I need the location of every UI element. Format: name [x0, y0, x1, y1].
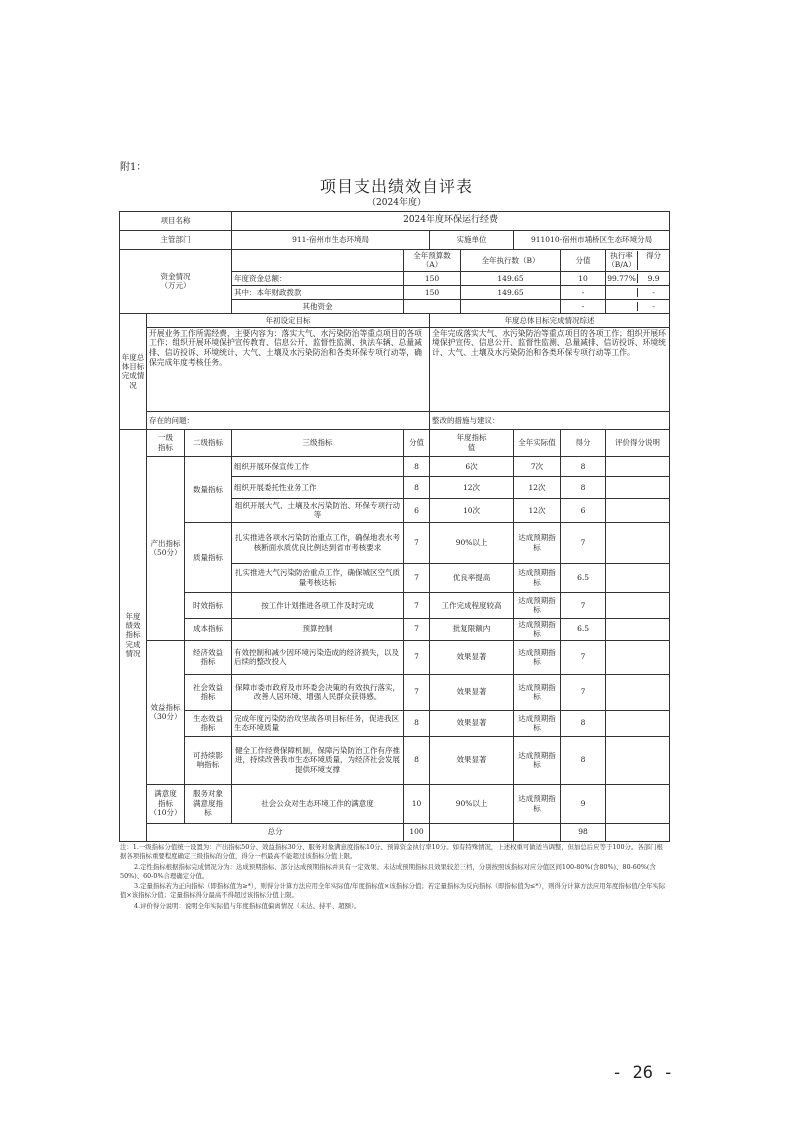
indicator-score: 10	[404, 784, 430, 823]
footnote: 3.定量指标若为正向指标（即指标值为≥*），则得分计算方法应用全年实际值/年度指标值×该指标分值；若定量指标为反向指标（即指标值为≤*），则得分计算方法应用年度指标值/全年实际值×该指标分值；定量指标得分最高不得超过该指标分值上限。	[120, 882, 666, 900]
indicator-actual: 达成预期指标	[514, 640, 561, 674]
perf-col-score: 分值	[404, 429, 430, 456]
group-economic: 经济效益 指标	[185, 640, 232, 674]
indicator-actual: 12次	[514, 498, 561, 522]
perf-col-l2: 二级指标	[185, 429, 232, 456]
funds-col-rate: 执行率 （B/A）	[606, 251, 638, 270]
indicator-name: 组织开展环保宣传工作	[232, 456, 404, 476]
indicator-score: 7	[404, 563, 430, 592]
funds-row-rate: 99.77%	[606, 274, 638, 283]
group-cost: 成本指标	[185, 618, 232, 640]
indicator-target: 批复限额内	[430, 618, 514, 640]
funds-row-exec	[461, 299, 561, 313]
indicator-score: 7	[404, 522, 430, 563]
indicator-comment	[606, 710, 670, 736]
indicator-got: 8	[561, 456, 606, 476]
goals-target-text: 开展业务工作所需经费，主要内容为：落实大气、水污染防治等重点项目的各项工作；组织开展环境保护宣传教育、信息公开、监督性监测、执法车辆、总量减排、信访投诉、环境统计、大气、土壤及水污染防治和各类环保专项行动等，确保完成年度考核任务。	[147, 327, 430, 411]
perf-col-target: 年度指标 值	[430, 429, 514, 456]
indicator-got: 9	[561, 784, 606, 823]
indicator-got: 7	[561, 674, 606, 710]
indicator-got: 6.5	[561, 618, 606, 640]
benefit-label: 效益指标（30分）	[147, 640, 185, 784]
funds-row-exec: 149.65	[461, 271, 561, 285]
indicator-target: 90%以上	[430, 522, 514, 563]
indicator-actual: 达成预期指标	[514, 674, 561, 710]
indicator-got: 7	[561, 640, 606, 674]
indicator-score: 7	[404, 674, 430, 710]
indicator-name: 预算控制	[232, 618, 404, 640]
indicator-target: 12次	[430, 476, 514, 498]
funds-row-rate	[606, 288, 638, 297]
indicator-actual: 达成预期指标	[514, 618, 561, 640]
indicator-name: 有效控制和减少因环境污染造成的经济损失，以及后续的整改投入	[232, 640, 404, 674]
perf-col-l3: 三级指标	[232, 429, 404, 456]
evaluation-table	[119, 211, 670, 842]
dept-value: 911-宿州市生态环境局	[232, 231, 430, 250]
funds-row-got: -	[652, 287, 655, 297]
indicator-comment	[606, 784, 670, 823]
group-satisfaction: 服务对象 满意度指 标	[185, 784, 232, 823]
perf-col-got: 得分	[561, 429, 606, 456]
perf-col-l1: 一级 指标	[147, 429, 185, 456]
indicator-comment	[606, 640, 670, 674]
funds-label: 资金情况 （万元）	[120, 250, 232, 314]
indicator-comment	[606, 522, 670, 563]
funds-row-name: 其中：本年财政拨款	[232, 285, 404, 299]
indicator-got: 8	[561, 476, 606, 498]
output-label: 产出指标（50分）	[147, 456, 185, 640]
funds-row-budget	[404, 299, 461, 313]
funds-row-budget: 150	[404, 271, 461, 285]
footnote: 2.定性指标根据指标完成情况分为：达成预期指标、部分达成预期指标并具有一定效果、未达成预期指标且效果较差三档，分别按照该指标对应分值区间100-80%(含80%)、80-60%(含50%)、60-0%合理确定分值。	[120, 862, 656, 880]
funds-row-rate-got	[606, 299, 670, 313]
indicator-score: 7	[404, 618, 430, 640]
indicator-actual: 达成预期指标	[514, 522, 561, 563]
page-number: - 26 -	[612, 1063, 674, 1083]
indicator-name: 健全工作经费保障机制，保障污染防治工作有序推进，持续改善我市生态环境质量，为经济社会发展提供环境支撑	[232, 736, 404, 784]
funds-row-score: 10	[561, 271, 606, 285]
indicator-comment	[606, 618, 670, 640]
indicator-score: 8	[404, 456, 430, 476]
footnote: 4.评价得分说明：说明全年实际值与年度指标值偏离情况（未达、持平、超额）。	[134, 901, 361, 910]
indicator-target: 6次	[430, 456, 514, 476]
total-comment-blank	[606, 823, 670, 841]
funds-row-rate-got	[606, 271, 670, 285]
indicator-target: 90%以上	[430, 784, 514, 823]
indicator-target: 效果显著	[430, 640, 514, 674]
annex-label: 附1：	[120, 162, 147, 173]
indicator-comment	[606, 476, 670, 498]
indicator-actual: 达成预期指标	[514, 592, 561, 618]
indicator-target: 效果显著	[430, 710, 514, 736]
indicator-name: 完成年度污染防治攻坚战各项目标任务，促进我区生态环境质量	[232, 710, 404, 736]
total-label: 总分	[147, 823, 404, 841]
indicator-score: 8	[404, 736, 430, 784]
indicator-name: 保障市委市政府及市环委会决策的有效执行落实，改善人居环境、增强人民群众获得感。	[232, 674, 404, 710]
goals-col-result: 年度总体目标完成情况综述	[430, 313, 670, 327]
indicator-got: 6	[561, 498, 606, 522]
funds-row-got: 9.9	[647, 273, 660, 283]
group-quality: 质量指标	[185, 522, 232, 592]
indicator-actual: 达成预期指标	[514, 736, 561, 784]
indicator-score: 7	[404, 592, 430, 618]
funds-row-name: 其他资金	[232, 299, 404, 313]
indicator-comment	[606, 563, 670, 592]
goals-col-target: 年初设定目标	[147, 313, 430, 327]
indicator-score: 8	[404, 476, 430, 498]
page-title: 项目支出绩效自评表	[319, 177, 473, 196]
funds-col-score: 分值	[561, 250, 606, 272]
year-label: （2024年度）	[367, 198, 426, 208]
indicator-score: 7	[404, 640, 430, 674]
indicator-got: 8	[561, 736, 606, 784]
footnote: 注：1.一级指标分值统一设置为：产出指标50分、效益指标30分、服务对象满意度指标10分、预算资金执行率10分。如有特殊情况，上述权重可做适当调整，但加总后应等于100分。各部门根据各项指标重要程度确定三级指标的分值，得分一档最高不能超过该指标分值上限。	[120, 843, 663, 861]
indicator-actual: 达成预期指标	[514, 784, 561, 823]
funds-row-got: -	[652, 301, 655, 311]
indicator-target: 工作完成程度较高	[430, 592, 514, 618]
indicator-comment	[606, 592, 670, 618]
total-target-blank	[430, 823, 514, 841]
indicator-score: 6	[404, 498, 430, 522]
funds-row-score: -	[561, 285, 606, 299]
group-quantity: 数量指标	[185, 456, 232, 522]
indicator-target: 效果显著	[430, 736, 514, 784]
funds-col-budget: 全年预算数 （A）	[404, 250, 461, 272]
indicator-target: 效果显著	[430, 674, 514, 710]
indicator-got: 8	[561, 710, 606, 736]
funds-col-rate-got	[606, 250, 670, 272]
indicator-name: 扎实推进大气污染防治重点工作，确保城区空气质量考核达标	[232, 563, 404, 592]
total-got: 98	[561, 823, 606, 841]
indicator-name: 扎实推进各项水污染防治重点工作，确保地表水考核断面水质优良比例达到省市考核要求	[232, 522, 404, 563]
indicator-comment	[606, 674, 670, 710]
indicator-target: 10次	[430, 498, 514, 522]
goals-side-label: 年度总体目标完成情况	[120, 313, 147, 429]
funds-row-name: 年度资金总额：	[232, 271, 404, 285]
indicator-got: 7	[561, 522, 606, 563]
indicator-score: 8	[404, 710, 430, 736]
funds-col-exec: 全年执行数（B）	[461, 250, 561, 272]
project-name-value: 2024年度环保运行经费	[232, 212, 670, 231]
dept-label: 主管部门	[120, 231, 232, 250]
indicator-name: 组织开展大气、土壤及水污染防治、环保专项行动等	[232, 498, 404, 522]
goals-problems: 存在的问题：	[147, 411, 430, 429]
perf-col-actual: 全年实际值	[514, 429, 561, 456]
footnotes	[120, 843, 668, 912]
funds-row-rate-got	[606, 285, 670, 299]
indicator-actual: 达成预期指标	[514, 563, 561, 592]
indicator-name: 组织开展委托性业务工作	[232, 476, 404, 498]
indicator-actual: 达成预期指标	[514, 710, 561, 736]
indicator-target: 优良率提高	[430, 563, 514, 592]
indicator-name: 按工作计划推进各项工作及时完成	[232, 592, 404, 618]
satisfaction-label: 满意度 指标 （10分）	[147, 784, 185, 823]
indicator-comment	[606, 736, 670, 784]
funds-row-budget: 150	[404, 285, 461, 299]
project-name-label: 项目名称	[120, 212, 232, 231]
group-social: 社会效益 指标	[185, 674, 232, 710]
group-sustain: 可持续影 响指标	[185, 736, 232, 784]
group-ecological: 生态效益 指标	[185, 710, 232, 736]
indicator-comment	[606, 498, 670, 522]
indicator-got: 6.5	[561, 563, 606, 592]
goals-result-text: 全年完成落实大气、水污染防治等重点项目的各项工作；组织开展环境保护宣传、信息公开、监督性监测、总量减排、信访投诉、环境统计、大气、土壤及水污染防治和各类环保专项行动等工作。	[430, 327, 670, 411]
unit-value: 911010-宿州市埇桥区生态环境分局	[514, 231, 670, 250]
perf-side-label: 年度绩效指标完成情况	[120, 429, 147, 841]
goals-measures: 整改的措施与建议：	[430, 411, 670, 429]
indicator-got: 7	[561, 592, 606, 618]
indicator-actual: 12次	[514, 476, 561, 498]
funds-row-exec: 149.65	[461, 285, 561, 299]
indicator-comment	[606, 456, 670, 476]
funds-blank	[232, 250, 404, 272]
unit-label: 实施单位	[430, 231, 514, 250]
total-actual-blank	[514, 823, 561, 841]
indicator-name: 社会公众对生态环境工作的满意度	[232, 784, 404, 823]
funds-row-rate	[606, 302, 638, 311]
total-score: 100	[404, 823, 430, 841]
indicator-actual: 7次	[514, 456, 561, 476]
perf-col-comment: 评价得分说明	[606, 429, 670, 456]
funds-col-got: 得分	[646, 251, 662, 260]
funds-row-score: -	[561, 299, 606, 313]
group-timeliness: 时效指标	[185, 592, 232, 618]
